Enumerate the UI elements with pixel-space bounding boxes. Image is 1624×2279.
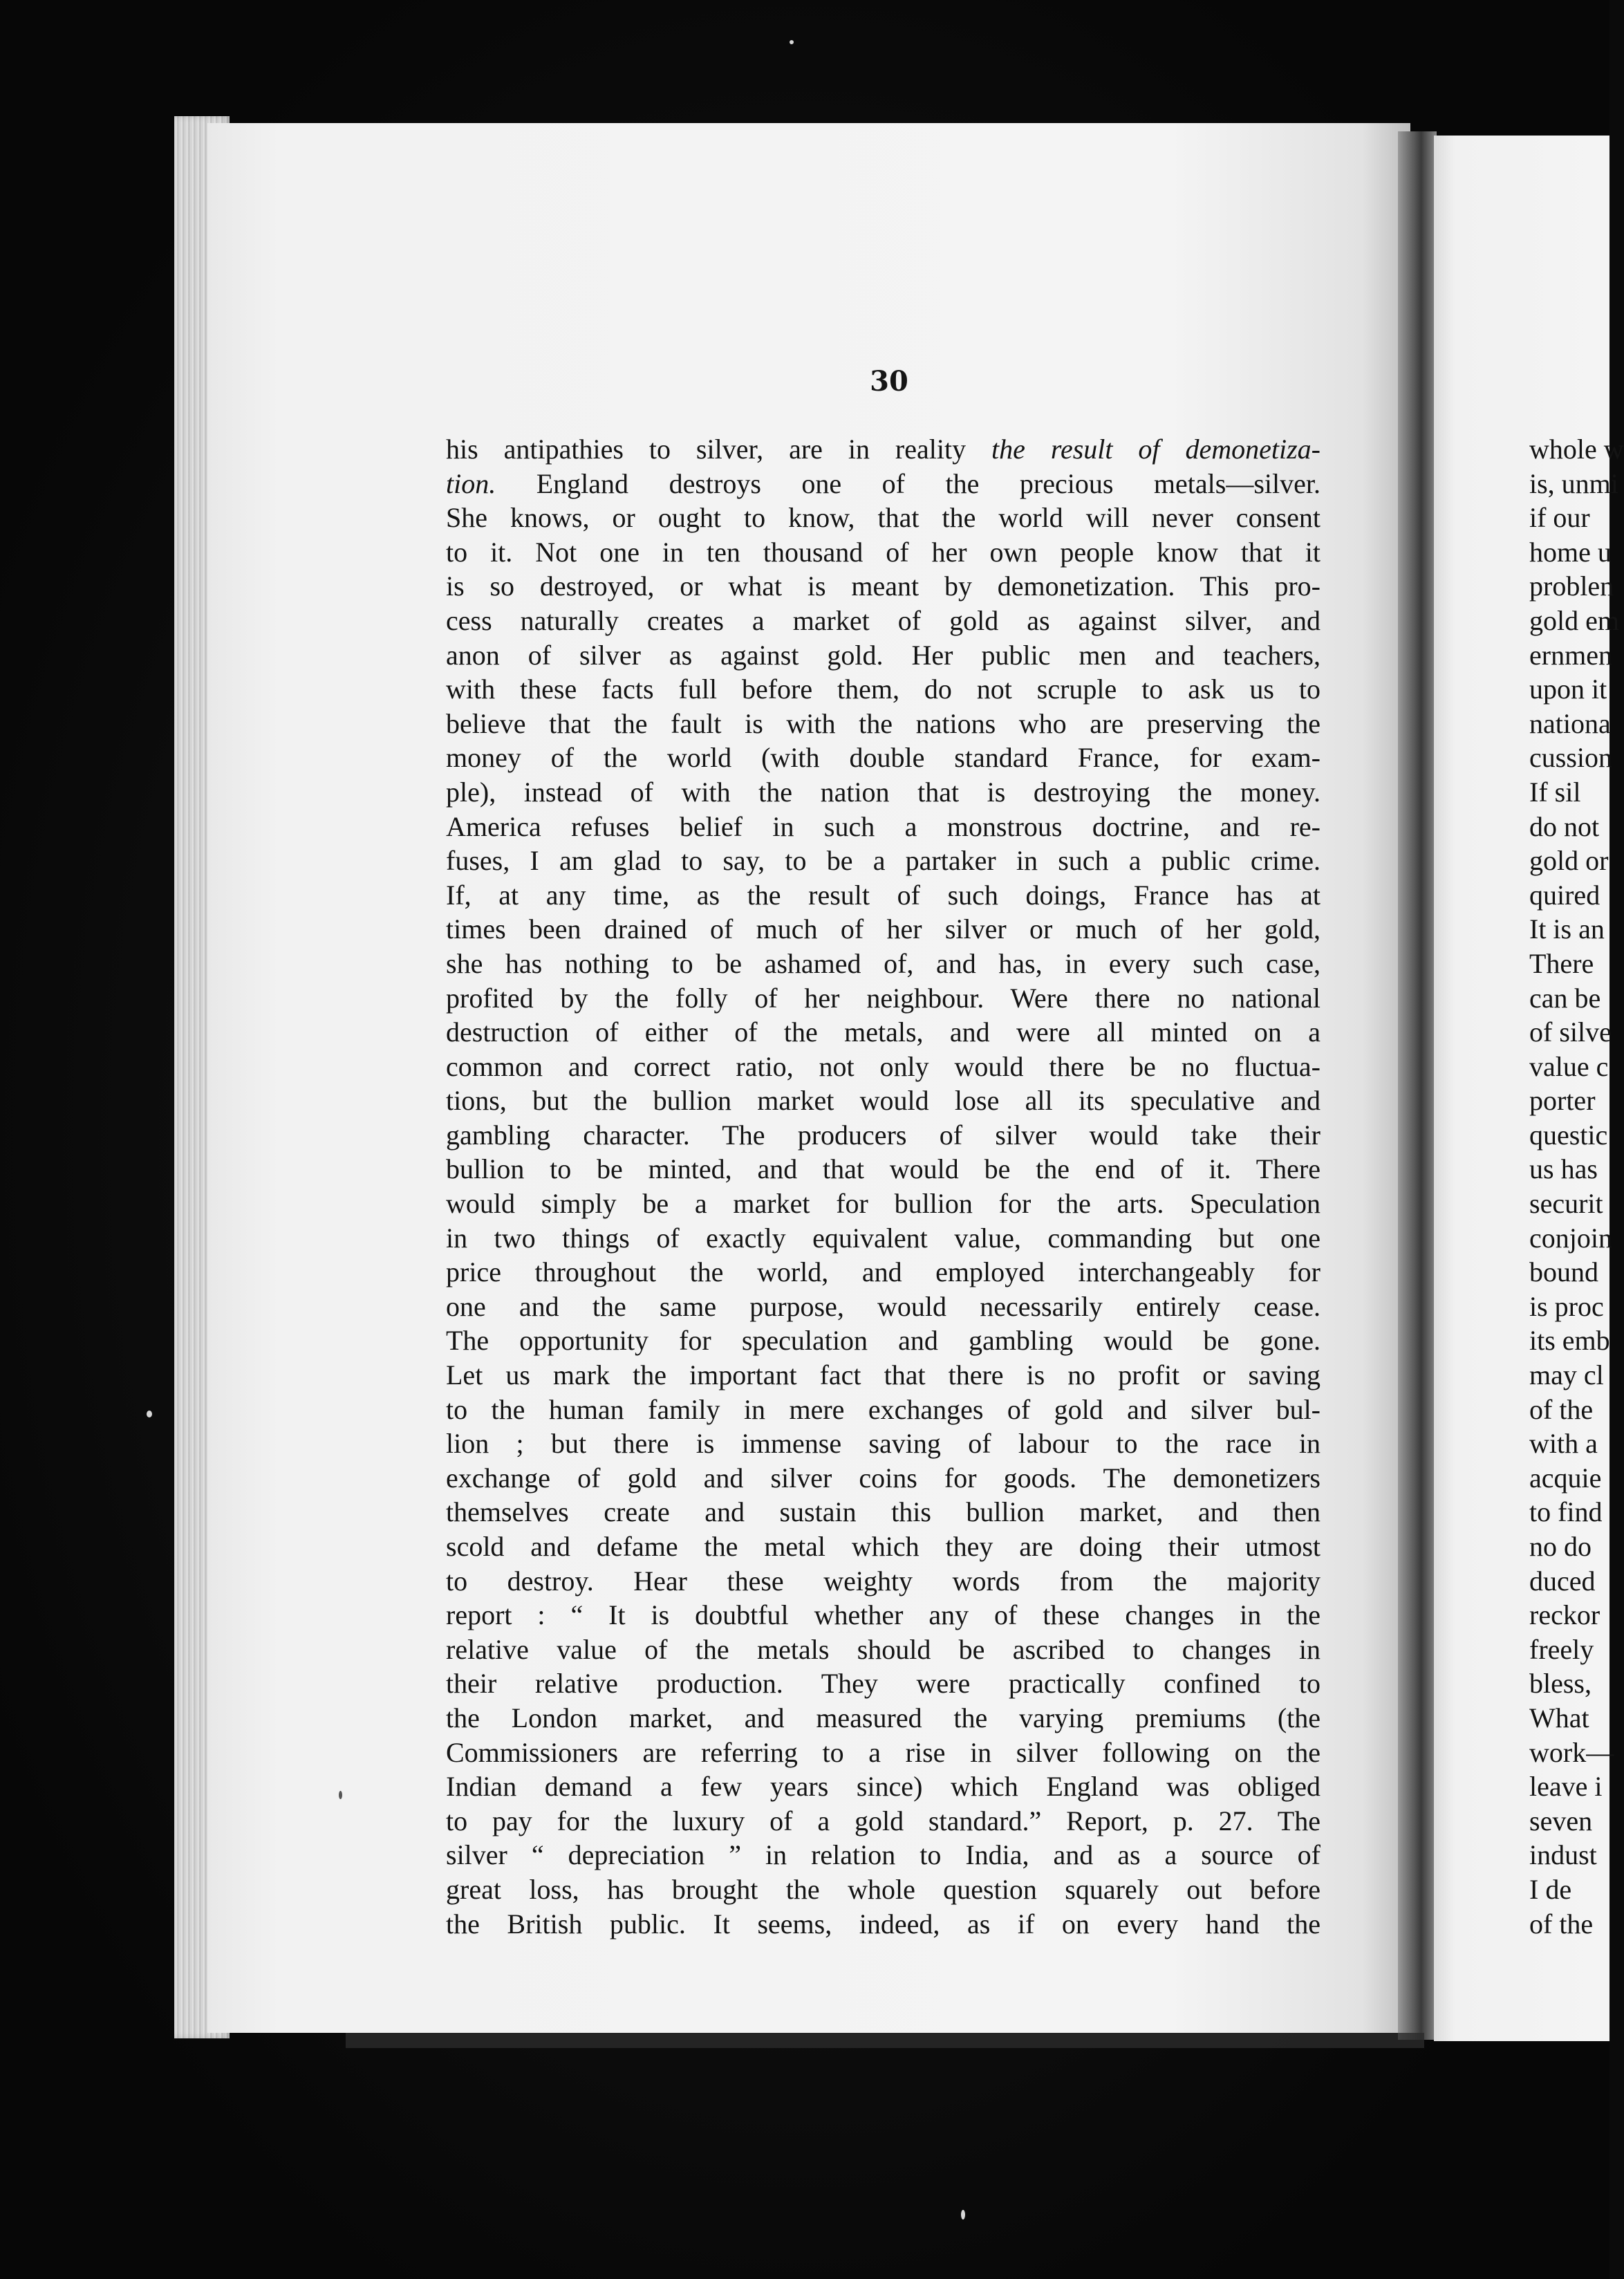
- text-span: America refuses belief in such a monstrous doctrine, and re-: [446, 810, 1320, 842]
- text-span: the London market, and measured the varying premiums (the: [446, 1702, 1320, 1733]
- text-span: great loss, has brought the whole question squarely out before: [446, 1873, 1320, 1905]
- text-span: tions, but the bullion market would lose all its speculative and: [446, 1085, 1320, 1117]
- text-span: destruction of either of the metals, and were all minted on a: [446, 1016, 1320, 1048]
- text-span: to pay for the luxury of a gold standard.” Report, p. 27. The: [446, 1805, 1320, 1836]
- facing-text-line: questic: [1529, 1119, 1608, 1151]
- facing-text-line: indust: [1529, 1839, 1597, 1871]
- facing-text-line: problen: [1529, 570, 1614, 602]
- text-line: [446, 1701, 1320, 1736]
- text-line: [446, 467, 1320, 501]
- text-line: [446, 1598, 1320, 1632]
- text-span: silver “ depreciation ” in relation to India, and as a source of: [446, 1839, 1320, 1871]
- facing-text-line: can be: [1529, 982, 1601, 1014]
- text-span: is so destroyed, or what is meant by demonetization. This pro-: [446, 570, 1320, 602]
- text-line: [446, 1221, 1320, 1256]
- text-span: his antipathies to silver, are in reality: [446, 434, 992, 465]
- dust-speck: [961, 2210, 965, 2220]
- text-line: [446, 1838, 1320, 1872]
- facing-text-line: to find: [1529, 1496, 1603, 1528]
- text-span: in two things of exactly equivalent value, commanding but one: [446, 1222, 1320, 1254]
- text-line: [446, 981, 1320, 1016]
- text-span: The opportunity for speculation and gambling would be gone.: [446, 1325, 1320, 1357]
- text-line: [446, 638, 1320, 673]
- dust-speck: [339, 1791, 342, 1799]
- facing-text-line: no do: [1529, 1531, 1592, 1562]
- text-span: gambling character. The producers of silver would take their: [446, 1119, 1320, 1151]
- text-line: [446, 1529, 1320, 1564]
- text-line: [446, 432, 1320, 467]
- text-line: [446, 1255, 1320, 1290]
- text-span: lion ; but there is immense saving of labour to the race in: [446, 1428, 1320, 1460]
- text-span: the British public. It seems, indeed, as if on every hand the: [446, 1908, 1320, 1940]
- facing-text-line: value c: [1529, 1050, 1609, 1082]
- facing-text-line: leave i: [1529, 1771, 1603, 1803]
- facing-text-line: quired: [1529, 879, 1600, 911]
- text-span: to it. Not one in ten thousand of her own people know that it: [446, 536, 1320, 568]
- facing-text-line: nationa: [1529, 707, 1611, 739]
- text-line: [446, 810, 1320, 844]
- facing-text-line: home u: [1529, 536, 1612, 568]
- facing-text-line: of silve: [1529, 1016, 1612, 1048]
- text-line: [446, 1461, 1320, 1496]
- facing-text-line: is, unmi: [1529, 467, 1618, 499]
- text-line: [446, 1769, 1320, 1804]
- facing-text-line: porter: [1529, 1085, 1596, 1117]
- text-span: to the human family in mere exchanges of gold and silver bul-: [446, 1393, 1320, 1425]
- facing-text-line: with a: [1529, 1428, 1598, 1460]
- text-span: fuses, I am glad to say, to be a partaker in such a public crime.: [446, 845, 1320, 877]
- facing-text-line: cussion: [1529, 742, 1612, 774]
- facing-text-line: bless,: [1529, 1668, 1592, 1700]
- text-span: Let us mark the important fact that there is no profit or saving: [446, 1359, 1320, 1391]
- text-span: one and the same purpose, would necessarily entirely cease.: [446, 1290, 1320, 1322]
- text-span: their relative production. They were practically confined to: [446, 1668, 1320, 1700]
- text-line: [446, 1804, 1320, 1839]
- facing-text-line: I de: [1529, 1873, 1572, 1905]
- text-line: [446, 1358, 1320, 1393]
- facing-text-line: duced: [1529, 1565, 1596, 1597]
- facing-text-line: bound: [1529, 1256, 1598, 1288]
- text-line: [446, 672, 1320, 707]
- text-span: Indian demand a few years since) which England was obliged: [446, 1771, 1320, 1803]
- text-span: price throughout the world, and employed interchangeably for: [446, 1256, 1320, 1288]
- text-span: ple), instead of with the nation that is destroying the money.: [446, 776, 1320, 808]
- text-span: times been drained of much of her silver or much of her gold,: [446, 913, 1320, 945]
- text-line: [446, 1564, 1320, 1599]
- text-line: [446, 1426, 1320, 1461]
- text-line: [446, 1666, 1320, 1701]
- facing-text-line: gold em: [1529, 604, 1619, 636]
- facing-text-line: of the: [1529, 1393, 1594, 1425]
- text-line: [446, 1632, 1320, 1667]
- text-span: She knows, or ought to know, that the world will never consent: [446, 502, 1320, 534]
- text-span: anon of silver as against gold. Her public men and teachers,: [446, 639, 1320, 671]
- italic-text: tion.: [446, 467, 496, 499]
- text-line: [446, 912, 1320, 947]
- text-line: [446, 535, 1320, 570]
- text-line: [446, 604, 1320, 638]
- text-span: themselves create and sustain this bullion market, and then: [446, 1496, 1320, 1528]
- text-span: common and correct ratio, not only would there be no fluctua-: [446, 1050, 1320, 1082]
- text-line: [446, 1290, 1320, 1324]
- facing-text-line: securit: [1529, 1188, 1603, 1220]
- text-line: [446, 1736, 1320, 1770]
- page-body-text: [446, 432, 1320, 1941]
- facing-page-text: [1529, 432, 1624, 1941]
- text-line: [446, 1015, 1320, 1050]
- text-span: If, at any time, as the result of such doings, France has at: [446, 879, 1320, 911]
- facing-text-line: ernmen: [1529, 639, 1612, 671]
- facing-text-line: of the: [1529, 1908, 1594, 1940]
- text-line: [446, 878, 1320, 913]
- text-line: [446, 1083, 1320, 1118]
- facing-text-line: its emb: [1529, 1325, 1610, 1357]
- text-span: relative value of the metals should be ascribed to changes in: [446, 1633, 1320, 1665]
- text-span: profited by the folly of her neighbour. Were there no national: [446, 982, 1320, 1014]
- facing-text-line: seven: [1529, 1805, 1593, 1836]
- text-span: with these facts full before them, do not scruple to ask us to: [446, 673, 1320, 705]
- text-span: bullion to be minted, and that would be the end of it. There: [446, 1153, 1320, 1185]
- facing-text-line: whole w: [1529, 434, 1624, 465]
- text-span: scold and defame the metal which they are doing their utmost: [446, 1531, 1320, 1562]
- facing-text-line: reckor: [1529, 1599, 1600, 1631]
- facing-text-line: may cl: [1529, 1359, 1604, 1391]
- facing-text-line: upon it: [1529, 673, 1607, 705]
- facing-text-line: freely: [1529, 1633, 1594, 1665]
- book-gutter: [1398, 131, 1437, 2040]
- text-line: [446, 947, 1320, 981]
- facing-text-line: What: [1529, 1702, 1589, 1733]
- text-line: [446, 501, 1320, 535]
- facing-text-line: There: [1529, 947, 1594, 979]
- text-span: exchange of gold and silver coins for goods. The demonetizers: [446, 1462, 1320, 1494]
- facing-text-line: is proc: [1529, 1290, 1604, 1322]
- text-span: to destroy. Hear these weighty words from the majority: [446, 1565, 1320, 1597]
- text-line: [446, 1907, 1320, 1942]
- text-line: [446, 741, 1320, 775]
- facing-text-line: If sil: [1529, 776, 1581, 808]
- text-line: [446, 1187, 1320, 1221]
- facing-text-line: work—: [1529, 1736, 1614, 1768]
- facing-text-line: It is an: [1529, 913, 1605, 945]
- text-span: cess naturally creates a market of gold as against silver, and: [446, 604, 1320, 636]
- text-line: [446, 569, 1320, 604]
- text-line: [446, 1152, 1320, 1187]
- text-span: England destroys one of the precious metals—silver.: [496, 467, 1320, 499]
- text-line: [446, 707, 1320, 741]
- facing-text-line: do not: [1529, 810, 1600, 842]
- text-span: she has nothing to be ashamed of, and has, in every such case,: [446, 947, 1320, 979]
- text-line: [446, 1118, 1320, 1153]
- facing-text-line: gold or: [1529, 845, 1609, 877]
- text-span: report : “ It is doubtful whether any of these changes in the: [446, 1599, 1320, 1631]
- page-number: 30: [870, 365, 908, 398]
- dust-speck: [147, 1411, 152, 1417]
- facing-text-line: if our: [1529, 502, 1590, 534]
- text-span: would simply be a market for bullion for the arts. Speculation: [446, 1188, 1320, 1220]
- text-line: [446, 844, 1320, 878]
- facing-text-line: us has: [1529, 1153, 1598, 1185]
- text-line: [446, 1495, 1320, 1529]
- text-line: [446, 1393, 1320, 1427]
- text-line: [446, 1050, 1320, 1084]
- text-line: [446, 775, 1320, 810]
- text-span: Commissioners are referring to a rise in silver following on the: [446, 1736, 1320, 1768]
- text-line: [446, 1323, 1320, 1358]
- text-line: [446, 1872, 1320, 1907]
- facing-text-line: acquie: [1529, 1462, 1602, 1494]
- text-span: believe that the fault is with the nations who are preserving the: [446, 707, 1320, 739]
- facing-text-line: conjoin: [1529, 1222, 1612, 1254]
- text-span: money of the world (with double standard France, for exam-: [446, 742, 1320, 774]
- page-bottom-shadow: [346, 2033, 1424, 2048]
- italic-text: the result of demonetiza-: [991, 434, 1320, 465]
- dust-speck: [790, 40, 794, 44]
